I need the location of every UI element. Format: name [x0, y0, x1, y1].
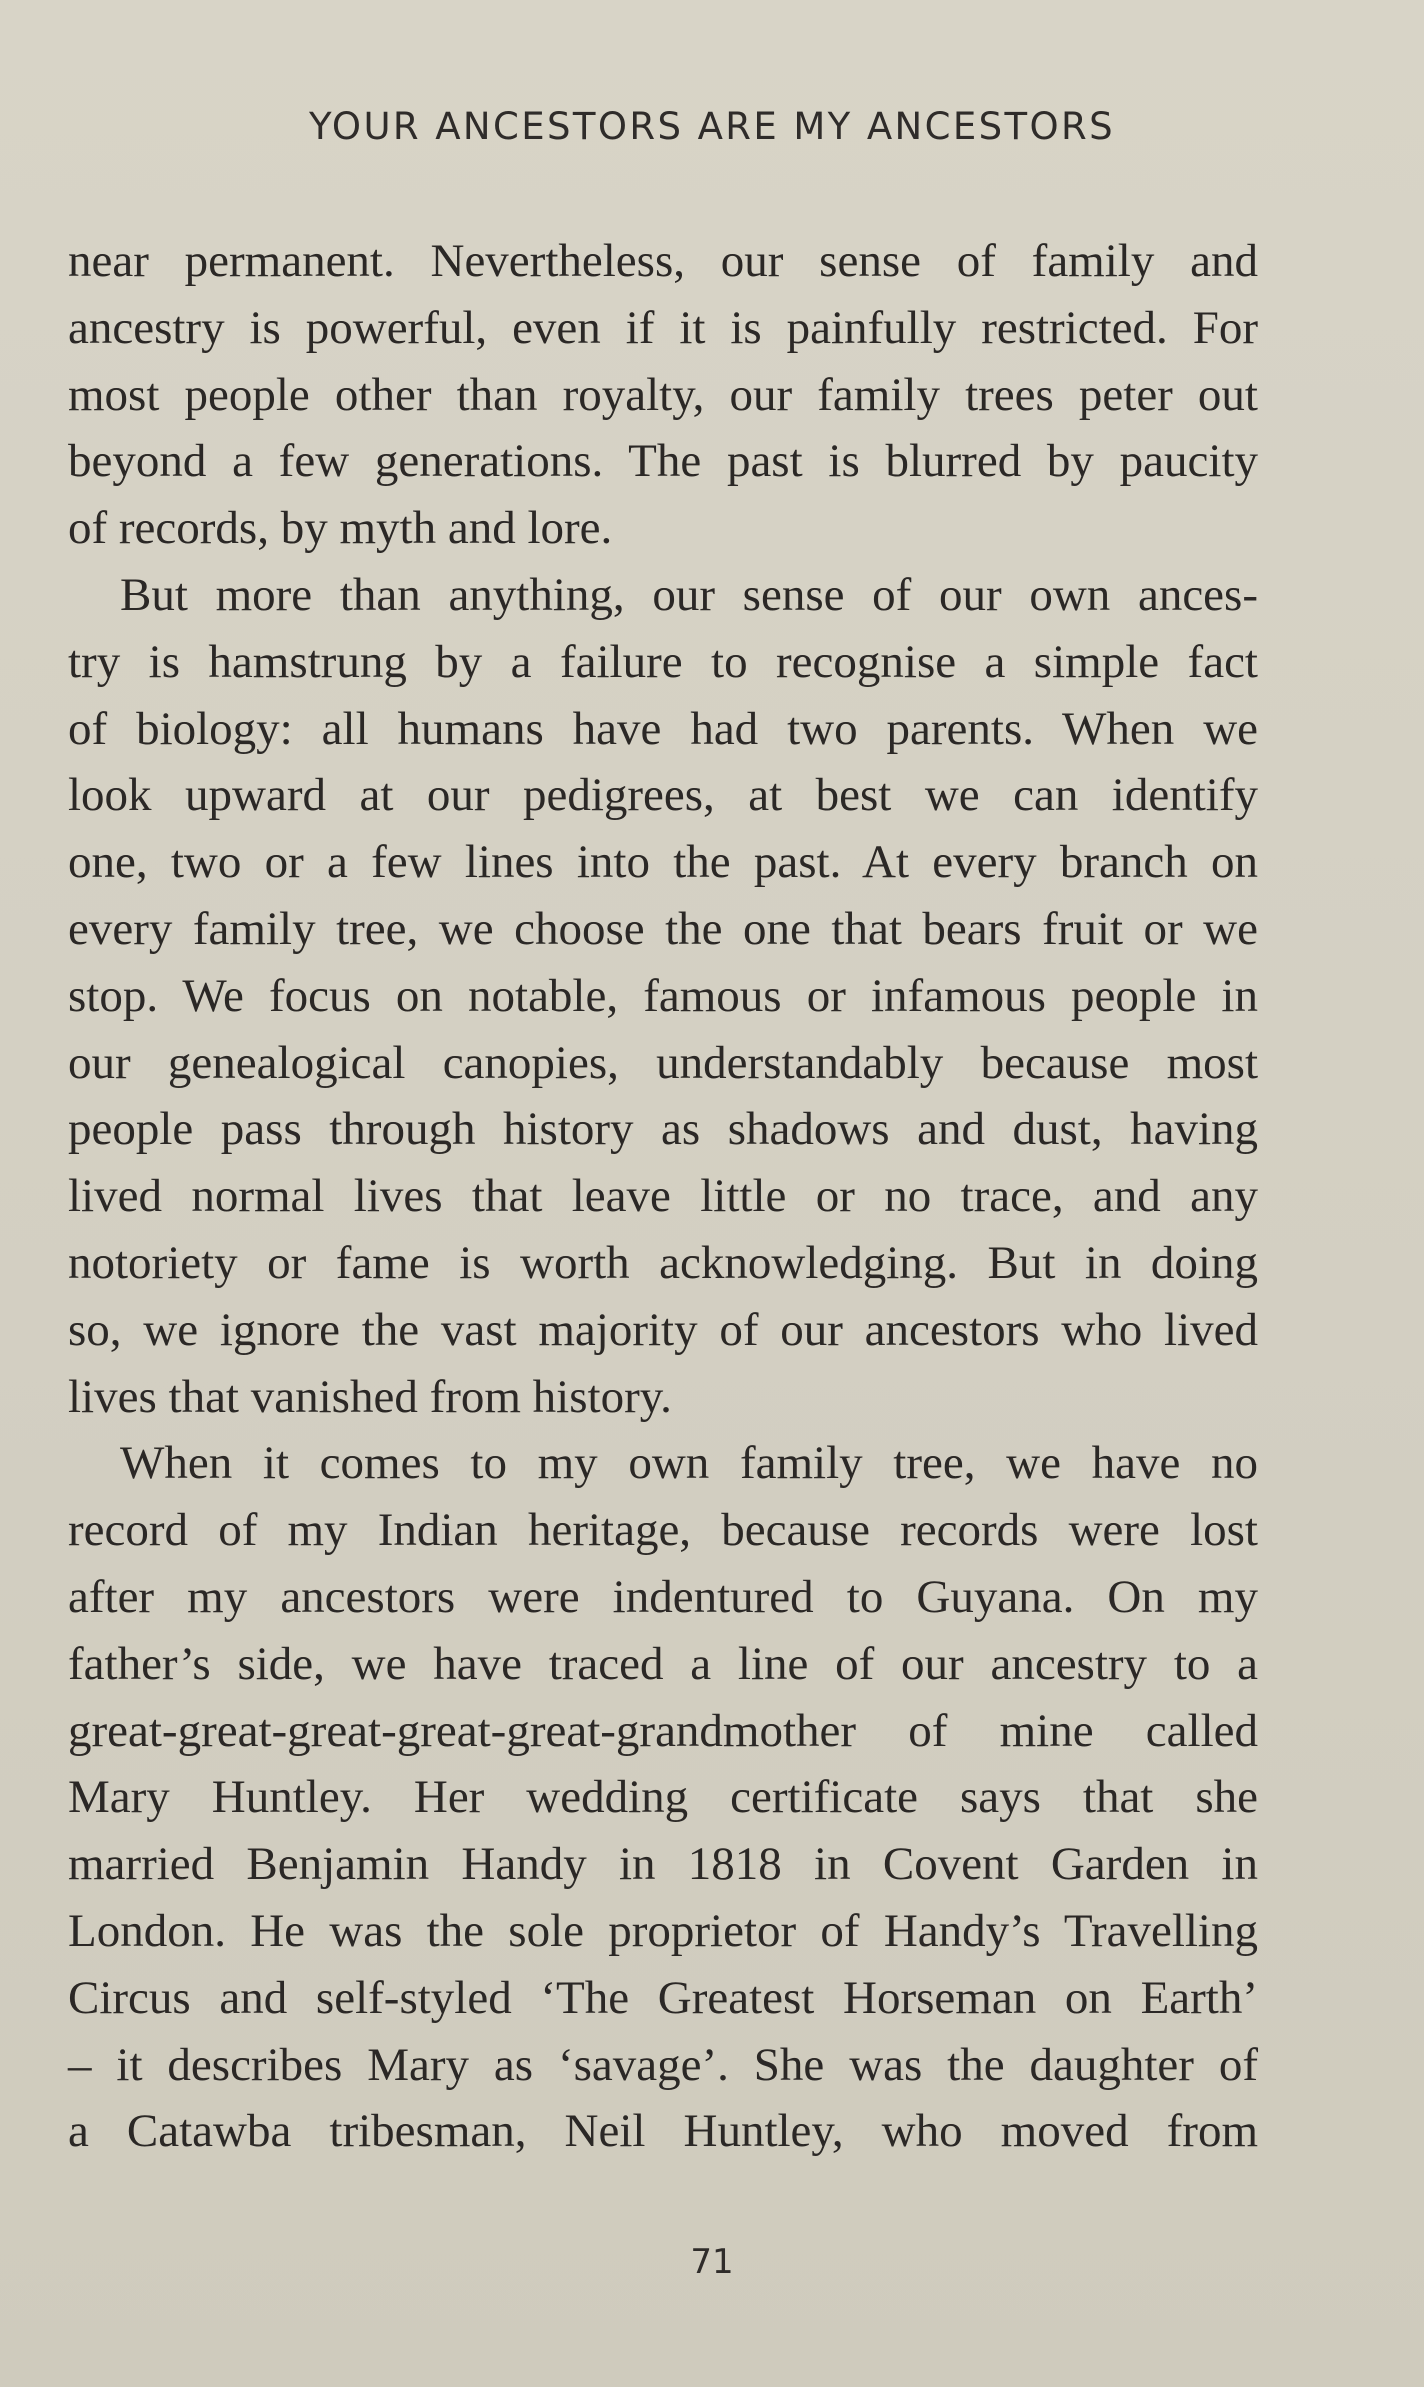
text-line: record of my Indian heritage, because records were lost	[68, 1504, 1258, 1557]
text-line: of records, by myth and lore.	[68, 502, 613, 555]
text-line: look upward at our pedigrees, at best we can identify	[68, 769, 1258, 822]
text-line: ancestry is powerful, even if it is painfully restricted. For	[68, 301, 1258, 354]
running-head: YOUR ANCESTORS ARE MY ANCESTORS	[308, 105, 1116, 148]
text-line: try is hamstrung by a failure to recognise a simple fact	[68, 635, 1258, 688]
page-number: 71	[690, 2242, 734, 2282]
text-line: lived normal lives that leave little or no trace, and any	[68, 1170, 1258, 1223]
text-line: our genealogical canopies, understandably because most	[68, 1036, 1258, 1089]
text-line: one, two or a few lines into the past. At every branch on	[68, 836, 1258, 889]
text-line: most people other than royalty, our family trees peter out	[68, 368, 1258, 421]
text-line: lives that vanished from history.	[68, 1370, 672, 1423]
text-line: people pass through history as shadows and dust, having	[68, 1103, 1258, 1156]
text-line: But more than anything, our sense of our own ances-	[120, 568, 1258, 621]
text-line: stop. We focus on notable, famous or infamous people in	[68, 969, 1258, 1022]
text-line: after my ancestors were indentured to Guyana. On my	[68, 1570, 1258, 1623]
text-line: of biology: all humans have had two parents. When we	[68, 702, 1258, 755]
text-line: married Benjamin Handy in 1818 in Covent Garden in	[68, 1838, 1258, 1891]
text-line: notoriety or fame is worth acknowledging. But in doing	[68, 1236, 1258, 1289]
body-text	[68, 228, 1258, 2165]
text-line: Circus and self-styled ‘The Greatest Horseman on Earth’	[68, 1971, 1258, 2024]
text-line: Mary Huntley. Her wedding certificate says that she	[68, 1771, 1258, 1824]
text-line: near permanent. Nevertheless, our sense of family and	[68, 235, 1258, 287]
text-line: a Catawba tribesman, Neil Huntley, who moved from	[68, 2105, 1258, 2158]
text-line: beyond a few generations. The past is blurred by paucity	[68, 435, 1258, 488]
text-line: so, we ignore the vast majority of our ancestors who lived	[68, 1303, 1258, 1356]
text-line: When it comes to my own family tree, we have no	[120, 1437, 1258, 1490]
text-line: father’s side, we have traced a line of our ancestry to a	[68, 1637, 1258, 1690]
text-line: every family tree, we choose the one that bears fruit or we	[68, 902, 1258, 955]
text-line: London. He was the sole proprietor of Handy’s Travelling	[68, 1904, 1258, 1957]
text-line: – it describes Mary as ‘savage’. She was the daughter of	[68, 2038, 1258, 2091]
text-line: great-great-great-great-great-grandmother of mine called	[68, 1704, 1258, 1757]
